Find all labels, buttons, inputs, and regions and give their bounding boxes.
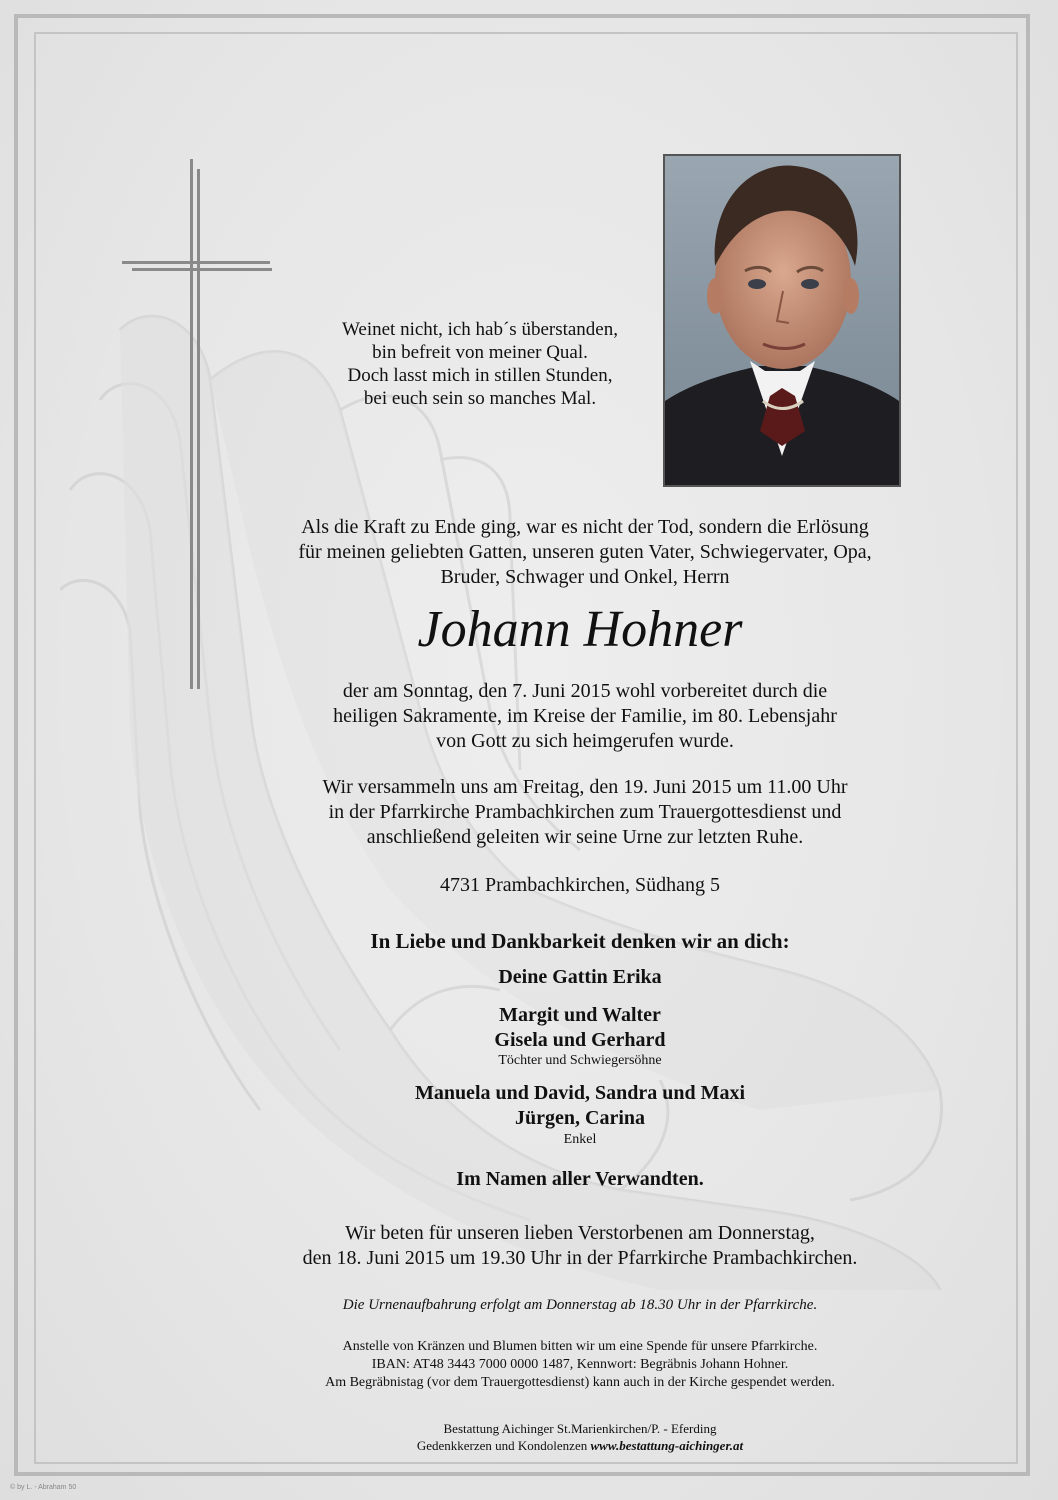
poem-line: bin befreit von meiner Qual.	[372, 342, 588, 363]
funeral-service	[180, 775, 990, 850]
service-line: Wir versammeln uns am Freitag, den 19. Juni 2015 um 11.00 Uhr	[322, 776, 848, 798]
portrait-photo	[663, 154, 901, 487]
donation-line: Anstelle von Kränzen und Blumen bitten wir um eine Spende für unsere Pfarrkirche.	[342, 1339, 818, 1354]
address: 4731 Prambachkirchen, Südhang 5	[440, 874, 720, 896]
service-line: in der Pfarrkirche Prambachkirchen zum Trauergottesdienst und	[328, 801, 842, 823]
death-notice	[190, 679, 980, 754]
undertaker-name: Bestattung Aichinger St.Marienkirchen/P. - Eferding	[443, 1421, 717, 1436]
rosary-line: Wir beten für unseren lieben Verstorbenen am Donnerstag,	[345, 1222, 815, 1244]
undertaker-website-link[interactable]: www.bestattung-aichinger.at	[590, 1438, 744, 1453]
poem-line: Doch lasst mich in stillen Stunden,	[347, 365, 613, 386]
death-notice-line: heiligen Sakramente, im Kreise der Familie, im 80. Lebensjahr	[333, 705, 837, 727]
deceased-name: Johann Hohner	[417, 601, 743, 658]
copyright-note: © by L. - Abraham 50	[10, 1484, 77, 1491]
poem	[300, 318, 660, 410]
undertaker-contact	[250, 1437, 910, 1454]
grandchildren-line: Manuela und David, Sandra und Maxi	[414, 1082, 746, 1104]
children-line: Gisela und Gerhard	[494, 1029, 666, 1051]
undertaker-info	[250, 1420, 910, 1454]
death-notice-line: der am Sonntag, den 7. Juni 2015 wohl vorbereitet durch die	[342, 680, 828, 702]
poem-line: bei euch sein so manches Mal.	[363, 388, 597, 409]
grandchildren-relation: Enkel	[563, 1132, 597, 1147]
donation-line: Am Begräbnistag (vor dem Trauergottesdienst) kann auch in der Kirche gespendet werden.	[325, 1375, 835, 1390]
mourners-heading: In Liebe und Dankbarkeit denken wir an dich:	[370, 929, 790, 953]
service-line: anschließend geleiten wir seine Urne zur letzten Ruhe.	[366, 826, 804, 848]
intro-line: Bruder, Schwager und Onkel, Herrn	[440, 566, 730, 588]
grandchildren-line: Jürgen, Carina	[515, 1107, 645, 1129]
spouse: Deine Gattin Erika	[498, 966, 662, 988]
relatives: Im Namen aller Verwandten.	[456, 1168, 704, 1190]
donation-notice	[200, 1338, 960, 1392]
intro-text	[170, 515, 1000, 590]
rosary-line: den 18. Juni 2015 um 19.30 Uhr in der Pfarrkirche Prambachkirchen.	[302, 1247, 858, 1269]
donation-line: IBAN: AT48 3443 7000 0000 1487, Kennwort: Begräbnis Johann Hohner.	[371, 1357, 789, 1372]
condolences-label: Gedenkkerzen und Kondolenzen	[416, 1438, 591, 1453]
intro-line: Als die Kraft zu Ende ging, war es nicht der Tod, sondern die Erlösung	[301, 516, 869, 538]
rosary-prayer	[180, 1221, 980, 1271]
poem-line: Weinet nicht, ich hab´s überstanden,	[342, 319, 618, 340]
urn-viewing: Die Urnenaufbahrung erfolgt am Donnerstag ab 18.30 Uhr in der Pfarrkirche.	[342, 1297, 818, 1313]
children-line: Margit und Walter	[499, 1004, 661, 1026]
death-notice-line: von Gott zu sich heimgerufen wurde.	[436, 730, 734, 752]
intro-line: für meinen geliebten Gatten, unseren guten Vater, Schwiegervater, Opa,	[298, 541, 872, 563]
children-relation: Töchter und Schwiegersöhne	[498, 1053, 662, 1068]
portrait-illustration	[665, 156, 899, 485]
cross-icon	[120, 155, 280, 695]
